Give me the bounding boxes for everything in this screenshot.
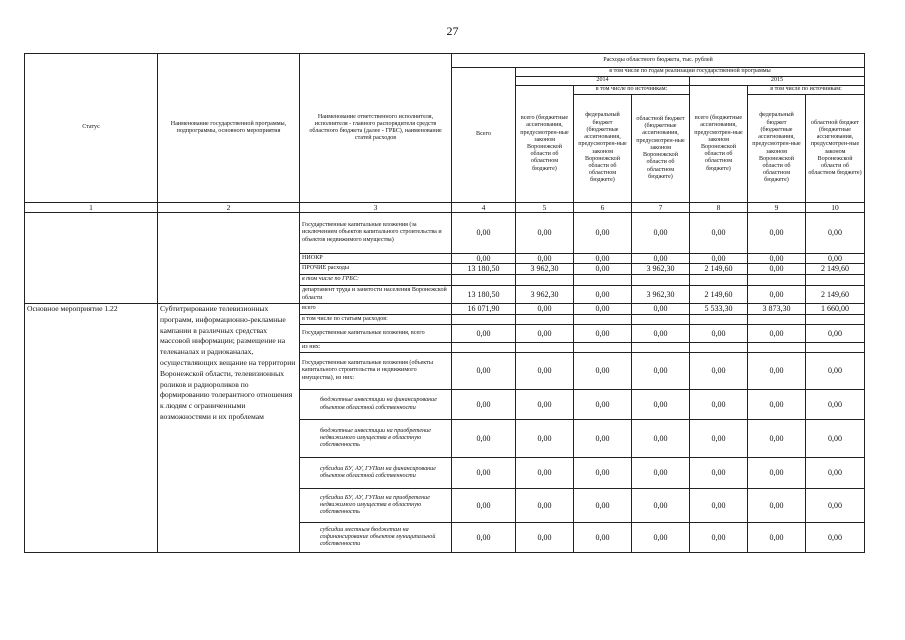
table-row <box>25 213 865 254</box>
article-cell: Государственные капитальные вложения, всего <box>300 325 452 343</box>
value-cell: 0,00 <box>574 213 632 254</box>
article-cell: ПРОЧИЕ расходы <box>300 264 452 275</box>
program-cell-empty <box>158 213 300 304</box>
value-cell: 0,00 <box>452 325 516 343</box>
header-executor: Наименование ответственного исполнителя, исполнителя - главного распорядителя средств областного бюджета (далее - ГРБС), наименование статей расходов <box>300 54 452 203</box>
value-cell: 0,00 <box>748 264 806 275</box>
value-cell <box>690 275 748 286</box>
value-cell: 0,00 <box>574 353 632 390</box>
value-cell: 3 962,30 <box>632 286 690 304</box>
value-cell: 0,00 <box>574 304 632 315</box>
article-cell: в том числе по статьям расходов: <box>300 315 452 325</box>
article-cell: из них: <box>300 343 452 353</box>
value-cell: 0,00 <box>806 353 865 390</box>
value-cell: 0,00 <box>516 489 574 523</box>
article-cell: НИОКР <box>300 254 452 264</box>
value-cell: 2 149,60 <box>806 286 865 304</box>
value-cell: 2 149,60 <box>690 264 748 275</box>
value-cell: 0,00 <box>748 458 806 489</box>
article-cell: всего <box>300 304 452 315</box>
page-number: 27 <box>446 24 459 38</box>
header-sources-2015: в том числе по источникам: <box>748 86 865 95</box>
value-cell: 0,00 <box>690 523 748 553</box>
value-cell: 0,00 <box>516 304 574 315</box>
value-cell: 0,00 <box>690 213 748 254</box>
header-year-2014: 2014 <box>516 77 690 86</box>
value-cell <box>452 275 516 286</box>
value-cell: 16 071,90 <box>452 304 516 315</box>
value-cell: 0,00 <box>452 523 516 553</box>
value-cell: 0,00 <box>574 458 632 489</box>
value-cell: 0,00 <box>574 420 632 458</box>
column-number: 2 <box>158 203 300 213</box>
value-cell <box>452 343 516 353</box>
value-cell: 0,00 <box>690 353 748 390</box>
value-cell: 0,00 <box>632 254 690 264</box>
article-cell: в том числе по ГРБС: <box>300 275 452 286</box>
column-number: 9 <box>748 203 806 213</box>
header-status: Статус <box>25 54 158 203</box>
article-cell: департамент труда и занятости населения Воронежской области <box>300 286 452 304</box>
value-cell <box>516 343 574 353</box>
header-expenses: Расходы областного бюджета, тыс. рублей <box>452 54 865 68</box>
value-cell <box>690 343 748 353</box>
value-cell: 0,00 <box>632 420 690 458</box>
column-number: 4 <box>452 203 516 213</box>
value-cell <box>748 275 806 286</box>
value-cell: 0,00 <box>748 420 806 458</box>
value-cell: 0,00 <box>632 390 690 420</box>
value-cell <box>748 315 806 325</box>
value-cell: 0,00 <box>690 489 748 523</box>
value-cell <box>574 315 632 325</box>
article-cell: субсидии БУ, АУ, ГУПам на приобретение недвижимого имущества в областную собственность <box>300 489 452 523</box>
value-cell: 0,00 <box>574 286 632 304</box>
value-cell: 13 180,50 <box>452 264 516 275</box>
article-cell: Государственные капитальные вложения (объекты капитального строительства и недвижимого имущества), из них: <box>300 353 452 390</box>
value-cell: 0,00 <box>516 353 574 390</box>
value-cell <box>452 315 516 325</box>
value-cell: 0,00 <box>690 420 748 458</box>
table-row <box>25 304 865 315</box>
value-cell: 0,00 <box>690 390 748 420</box>
event-name: Субтитрирование телевизионных программ, информационно-рекламные кампании в различных средствах массовой информации; размещение на телеканалах и радиоканалах, осуществляющих вещание на территории Воронежской области, телевизионных роликов и радиороликов по формированию толерантного отношения к людям с ограниченными возможностями и их проблемам <box>158 304 300 553</box>
value-cell <box>748 343 806 353</box>
article-cell: субсидии БУ, АУ, ГУПам на финансирование объектов областной собственности <box>300 458 452 489</box>
value-cell <box>806 343 865 353</box>
budget-table <box>24 53 865 553</box>
column-number: 8 <box>690 203 748 213</box>
value-cell: 0,00 <box>690 325 748 343</box>
value-cell: 13 180,50 <box>452 286 516 304</box>
value-cell: 0,00 <box>574 489 632 523</box>
article-cell: бюджетные инвестиции на финансирование объектов областной собственности <box>300 390 452 420</box>
event-status: Основное мероприятие 1.22 <box>25 304 158 553</box>
article-cell: бюджетные инвестиции на приобретение недвижимого имущества в областную собственность <box>300 420 452 458</box>
value-cell: 0,00 <box>632 213 690 254</box>
value-cell: 3 962,30 <box>516 286 574 304</box>
value-cell: 0,00 <box>632 489 690 523</box>
value-cell: 3 873,30 <box>748 304 806 315</box>
value-cell: 0,00 <box>574 523 632 553</box>
value-cell: 0,00 <box>690 458 748 489</box>
header-fed-2015: федеральный бюджет (бюджетные ассигнования, предусмотрен-ные законом Воронежской области об областном бюджете) <box>748 95 806 203</box>
header-sources-2014: в том числе по источникам: <box>574 86 690 95</box>
value-cell: 0,00 <box>452 213 516 254</box>
value-cell: 0,00 <box>748 213 806 254</box>
value-cell: 0,00 <box>516 523 574 553</box>
header-by-years: в том числе по годам реализации государственной программы <box>516 68 865 77</box>
value-cell: 0,00 <box>516 254 574 264</box>
value-cell <box>516 275 574 286</box>
status-cell-empty <box>25 213 158 304</box>
value-cell: 0,00 <box>452 353 516 390</box>
value-cell: 0,00 <box>690 254 748 264</box>
header-total-2014: всего (бюджетные ассигнования, предусмотрен-ные законом Воронежской области об областном бюджете) <box>516 86 574 203</box>
article-cell: субсидии местным бюджетам на софинансирование объектов муниципальной собственности <box>300 523 452 553</box>
value-cell: 0,00 <box>574 264 632 275</box>
header-fed-2014: федеральный бюджет (бюджетные ассигнования, предусмотрен-ные законом Воронежской области об областном бюджете) <box>574 95 632 203</box>
value-cell <box>806 315 865 325</box>
value-cell: 0,00 <box>452 420 516 458</box>
value-cell <box>632 275 690 286</box>
header-total: Всего <box>452 68 516 203</box>
value-cell: 0,00 <box>632 304 690 315</box>
column-number: 7 <box>632 203 690 213</box>
header-year-2015: 2015 <box>690 77 865 86</box>
value-cell: 0,00 <box>806 325 865 343</box>
value-cell <box>690 315 748 325</box>
value-cell: 0,00 <box>574 254 632 264</box>
value-cell: 0,00 <box>574 325 632 343</box>
value-cell <box>632 315 690 325</box>
value-cell: 1 660,00 <box>806 304 865 315</box>
value-cell: 0,00 <box>748 286 806 304</box>
value-cell: 0,00 <box>632 353 690 390</box>
column-number: 1 <box>25 203 158 213</box>
value-cell <box>516 315 574 325</box>
column-number: 3 <box>300 203 452 213</box>
value-cell: 0,00 <box>748 325 806 343</box>
value-cell: 0,00 <box>452 458 516 489</box>
value-cell: 0,00 <box>632 458 690 489</box>
value-cell <box>632 343 690 353</box>
column-number: 10 <box>806 203 865 213</box>
value-cell: 0,00 <box>452 390 516 420</box>
value-cell: 0,00 <box>806 213 865 254</box>
value-cell: 0,00 <box>574 390 632 420</box>
value-cell: 0,00 <box>516 325 574 343</box>
value-cell: 0,00 <box>806 420 865 458</box>
header-reg-2015: областной бюджет (бюджетные ассигнования, предусмотрен-ные законом Воронежской области об областном бюджете) <box>806 95 865 203</box>
value-cell: 0,00 <box>748 390 806 420</box>
value-cell: 2 149,60 <box>806 264 865 275</box>
value-cell: 0,00 <box>748 353 806 390</box>
value-cell: 0,00 <box>516 420 574 458</box>
column-number: 5 <box>516 203 574 213</box>
value-cell: 0,00 <box>516 213 574 254</box>
header-total-2015: всего (бюджетные ассигнования, предусмотрен-ные законом Воронежской области об областном бюджете) <box>690 86 748 203</box>
value-cell: 0,00 <box>516 390 574 420</box>
value-cell: 0,00 <box>748 489 806 523</box>
value-cell: 0,00 <box>806 523 865 553</box>
value-cell <box>574 275 632 286</box>
value-cell: 0,00 <box>632 325 690 343</box>
value-cell: 0,00 <box>748 254 806 264</box>
value-cell: 0,00 <box>806 489 865 523</box>
value-cell <box>574 343 632 353</box>
value-cell: 0,00 <box>806 254 865 264</box>
value-cell: 5 533,30 <box>690 304 748 315</box>
value-cell: 0,00 <box>806 458 865 489</box>
value-cell: 0,00 <box>452 489 516 523</box>
value-cell: 0,00 <box>748 523 806 553</box>
article-cell: Государственные капитальные вложения (за исключением объектов капитального строительства и объектов недвижимого имущества) <box>300 213 452 254</box>
column-number: 6 <box>574 203 632 213</box>
header-program: Наименование государственной программы, подпрограммы, основного мероприятия <box>158 54 300 203</box>
value-cell: 2 149,60 <box>690 286 748 304</box>
value-cell: 0,00 <box>516 458 574 489</box>
value-cell: 0,00 <box>452 254 516 264</box>
value-cell: 0,00 <box>632 523 690 553</box>
value-cell: 0,00 <box>806 390 865 420</box>
value-cell: 3 962,30 <box>516 264 574 275</box>
value-cell: 3 962,30 <box>632 264 690 275</box>
value-cell <box>806 275 865 286</box>
header-reg-2014: областной бюджет (бюджетные ассигнования, предусмотрен-ные законом Воронежской области об областном бюджете) <box>632 95 690 203</box>
